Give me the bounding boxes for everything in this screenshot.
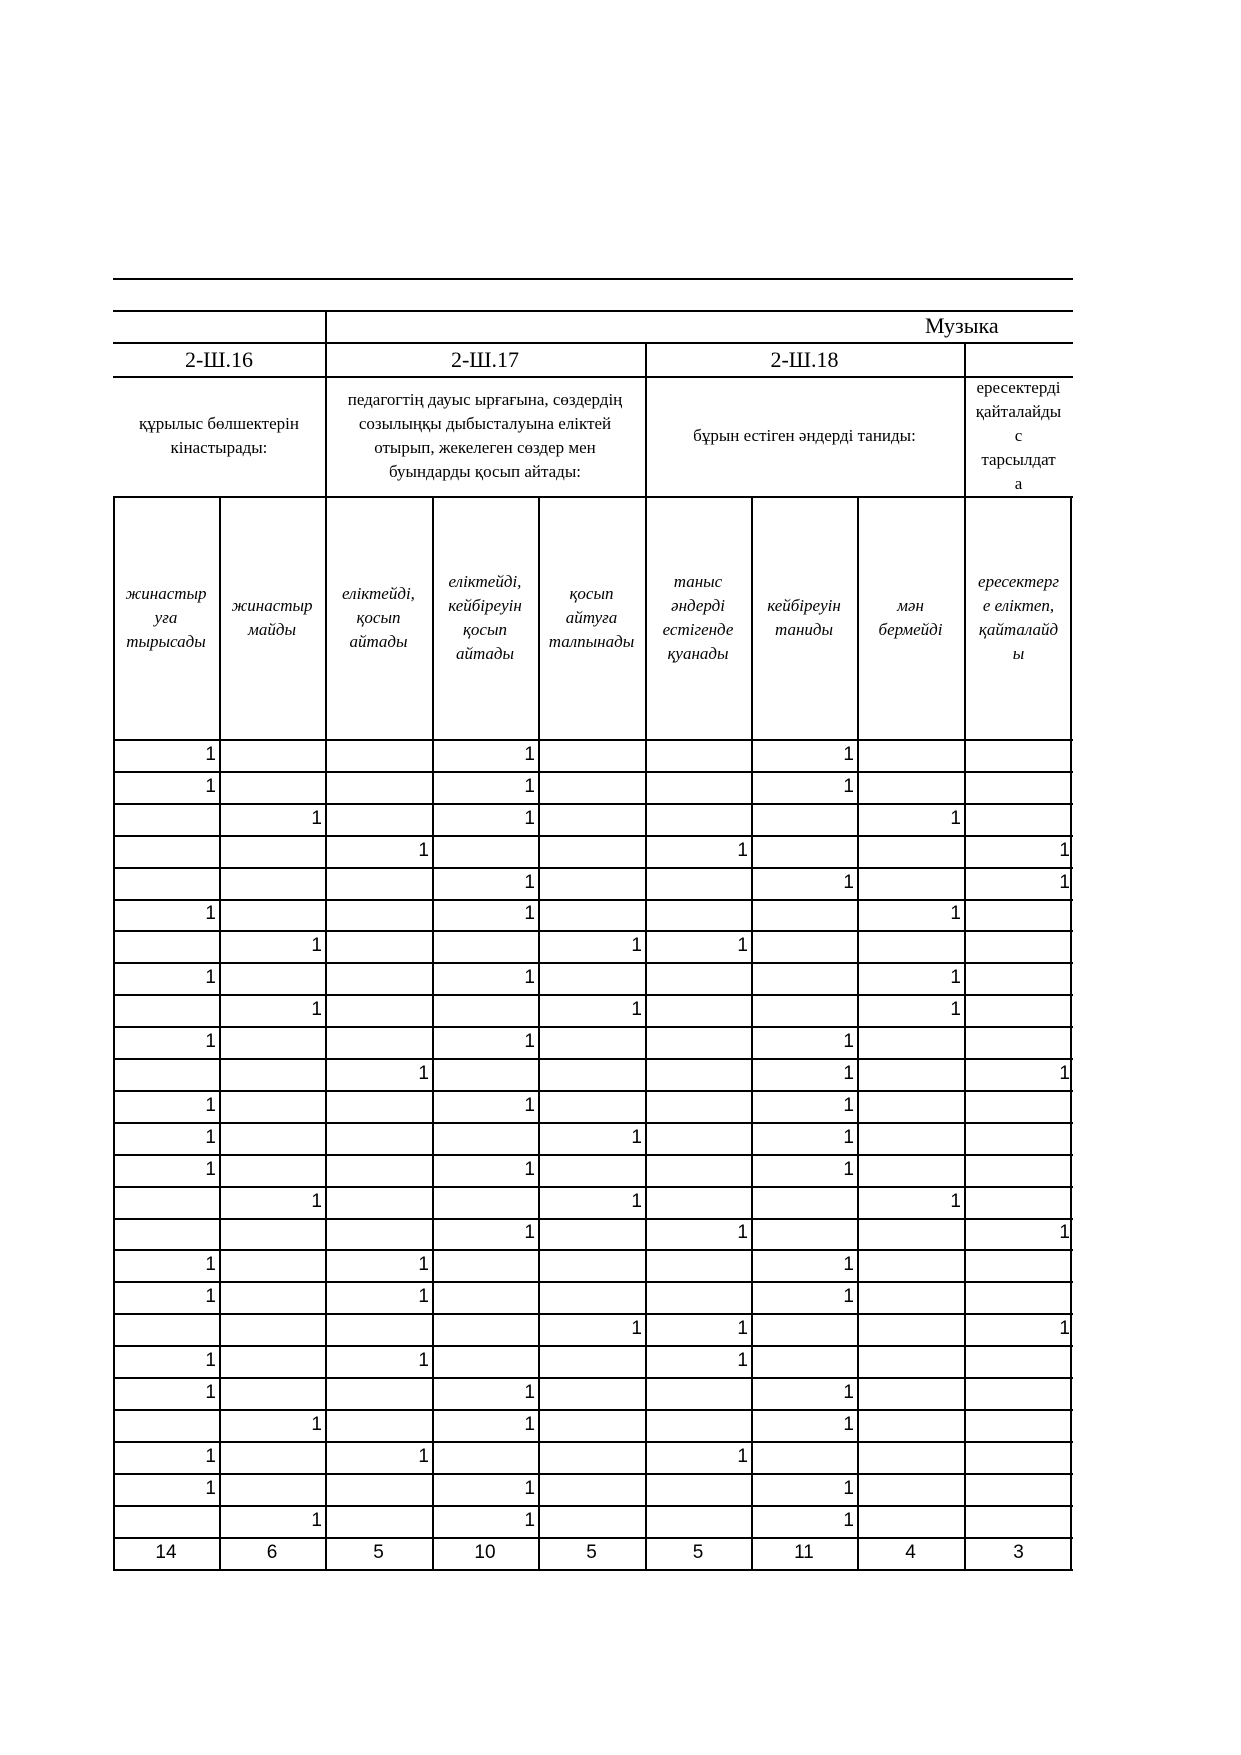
table-cell: 1 [524,1158,535,1180]
table-cell [538,739,645,771]
table-cell: 1 [631,999,642,1021]
table-cell [325,1186,432,1218]
table-cell: 1 [737,1445,748,1467]
table-cell [857,930,964,962]
table-cell: 1 [205,967,216,989]
table-cell [432,1345,538,1377]
table-cell [538,867,645,899]
table-cell [857,1122,964,1154]
table-cell [538,1345,645,1377]
table-cell [645,1026,751,1058]
table-cell [645,1473,751,1505]
table-cell [645,1281,751,1313]
table-cell [219,1249,325,1281]
table-cell [219,962,325,994]
table-cell: 1 [737,839,748,861]
table-cell [751,899,857,931]
table-cell [538,1281,645,1313]
table-cell: 1 [205,1286,216,1308]
table-cell [857,1313,964,1345]
table-cell [645,1186,751,1218]
table-cell: 1 [843,1158,854,1180]
table-cell: 1 [1059,1222,1070,1244]
table-cell [538,1409,645,1441]
group-code: 2-Ш.17 [450,347,520,372]
column-divider [432,496,434,1569]
table-cell: 1 [418,1062,429,1084]
table-cell [964,1122,1073,1154]
total-cell: 5 [586,1541,597,1563]
table-cell [325,1122,432,1154]
table-cell: 1 [843,1381,854,1403]
section-title: Музыка [925,313,999,338]
table-cell: 1 [311,999,322,1021]
table-cell [857,1090,964,1122]
table-cell: 1 [843,775,854,797]
table-cell: 1 [205,1445,216,1467]
table-cell [645,1505,751,1537]
table-cell [964,1441,1073,1473]
table-cell: 1 [205,743,216,765]
table-cell: 1 [631,935,642,957]
table-cell [645,1122,751,1154]
table-cell [751,930,857,962]
table-cell [964,1345,1073,1377]
table-cell: 1 [205,775,216,797]
table-cell [538,962,645,994]
table-cell [325,1505,432,1537]
table-cell [645,1377,751,1409]
table-cell: 1 [950,1190,961,1212]
table-cell [645,1249,751,1281]
column-subheader: кейбіреуін таниды [767,595,841,639]
table-cell: 1 [418,1445,429,1467]
group-code: 2-Ш.18 [770,347,839,372]
table-cell [538,1026,645,1058]
table-cell [325,930,432,962]
table-cell [857,1473,964,1505]
table-cell: 1 [950,903,961,925]
table-cell [219,1058,325,1090]
table-cell: 1 [418,1350,429,1372]
table-cell [538,1090,645,1122]
left-border [113,496,115,1569]
table-cell: 1 [843,743,854,765]
table-cell [219,1154,325,1186]
table-cell [645,867,751,899]
table-cell [964,1505,1073,1537]
table-cell [645,803,751,835]
table-cell: 1 [524,1031,535,1053]
column-divider [538,496,540,1569]
group-divider [645,344,647,496]
table-cell: 1 [737,935,748,957]
table-cell: 1 [950,999,961,1021]
table-cell: 1 [631,1190,642,1212]
table-cell [964,930,1073,962]
table-cell [645,1154,751,1186]
table-cell [325,1409,432,1441]
table-cell [538,1473,645,1505]
table-cell [538,1154,645,1186]
table-cell: 1 [524,1381,535,1403]
table-cell [113,1186,219,1218]
table-cell [325,994,432,1026]
table-cell: 1 [524,903,535,925]
table-cell [325,771,432,803]
table-cell [645,739,751,771]
table-cell: 1 [843,1094,854,1116]
table-cell [964,1377,1073,1409]
column-divider [751,496,753,1569]
table-cell: 1 [843,1254,854,1276]
column-subheader: жинастыр майды [231,595,313,639]
table-cell: 1 [205,1350,216,1372]
table-cell: 1 [205,1031,216,1053]
group-divider [964,344,966,496]
group-divider [325,344,327,496]
table-cell [964,899,1073,931]
table-cell [645,1058,751,1090]
table-cell [857,1026,964,1058]
table-cell [432,994,538,1026]
column-subheader: таныс әндерді естігенде қуанады [662,571,734,663]
table-cell [219,1377,325,1409]
table-cell [751,1218,857,1250]
table-cell: 1 [311,1509,322,1531]
table-cell [113,994,219,1026]
table-cell [113,930,219,962]
table-cell [964,771,1073,803]
table-cell: 1 [524,1477,535,1499]
table-cell: 1 [205,1126,216,1148]
table-cell [113,1218,219,1250]
table-cell [219,1313,325,1345]
table-cell: 1 [524,967,535,989]
table-cell: 1 [631,1126,642,1148]
table-cell: 1 [205,1254,216,1276]
table-cell [219,1026,325,1058]
table-cell [432,1441,538,1473]
table-cell: 1 [1059,1062,1070,1084]
table-cell [751,1441,857,1473]
group-description: бұрын естіген әндерді таниды: [693,426,916,445]
table-cell [219,1441,325,1473]
table-cell [325,1377,432,1409]
table-cell [751,962,857,994]
table-cell: 1 [205,1094,216,1116]
table-cell [432,1313,538,1345]
table-cell [857,1409,964,1441]
table-cell: 1 [524,1509,535,1531]
table-cell [538,771,645,803]
table-cell: 1 [205,903,216,925]
table-cell: 1 [524,807,535,829]
table-cell: 1 [311,807,322,829]
right-border [1070,496,1072,1569]
table-cell: 1 [843,1413,854,1435]
group-description: құрылыс бөлшектерін кінастырады: [139,414,299,457]
table-cell [857,835,964,867]
table-cell [857,1154,964,1186]
table-cell: 1 [418,1254,429,1276]
column-subheader: ересектерг е еліктеп, қайталайд ы [978,571,1059,663]
table-cell [751,994,857,1026]
table-cell [538,835,645,867]
table-cell [113,1058,219,1090]
table-cell [857,1058,964,1090]
table-cell [432,930,538,962]
table-cell: 1 [311,1190,322,1212]
table-cell [538,1058,645,1090]
table-cell [219,771,325,803]
table-cell: 1 [418,1286,429,1308]
column-subheader: жинастыр уға тырысады [125,583,207,651]
table-cell: 1 [843,1477,854,1499]
table-cell [857,1345,964,1377]
table-cell [751,1345,857,1377]
table-cell [538,1249,645,1281]
total-cell: 14 [155,1541,177,1563]
top-rule [113,278,1073,280]
table-cell: 1 [631,1318,642,1340]
table-cell [113,1409,219,1441]
column-subheader: мән бермейді [878,595,943,639]
table-cell [432,835,538,867]
table-cell [325,1026,432,1058]
table-cell [538,1377,645,1409]
table-cell [538,1505,645,1537]
table-cell [645,1090,751,1122]
table-cell [645,771,751,803]
table-cell: 1 [524,1094,535,1116]
table-cell [964,962,1073,994]
table-cell: 1 [524,1413,535,1435]
table-cell [751,1186,857,1218]
table-cell [964,1473,1073,1505]
table-cell [538,899,645,931]
table-cell [857,1377,964,1409]
table-cell: 1 [524,871,535,893]
table-cell: 1 [205,1477,216,1499]
table-cell [325,1473,432,1505]
group-description: ересектерді қайталайды с тарсылдат а [975,378,1062,493]
table-cell [113,1313,219,1345]
table-cell [964,1090,1073,1122]
table-cell [219,739,325,771]
table-cell: 1 [524,743,535,765]
table-cell [432,1249,538,1281]
table-cell [857,1441,964,1473]
total-cell: 4 [905,1541,916,1563]
table-cell [325,1313,432,1345]
table-cell [857,739,964,771]
table-cell [219,867,325,899]
table-cell [964,1154,1073,1186]
table-cell [964,739,1073,771]
table-cell: 1 [418,839,429,861]
table-cell: 1 [311,935,322,957]
table-cell [113,835,219,867]
group-code: 2-Ш.16 [184,347,254,372]
table-cell [432,1058,538,1090]
column-subheader: еліктейді, кейбіреуін қосып айтады [448,571,522,663]
table-cell [964,1026,1073,1058]
table-cell: 1 [524,1222,535,1244]
group-description: педагогтің дауыс ырғағына, сөздердің созылыңқы дыбысталуына еліктей отырып, жекелеген сөздер мен буындарды қосып айтады: [347,390,623,481]
table-cell [538,1441,645,1473]
total-cell: 11 [794,1541,814,1563]
table-cell [645,994,751,1026]
table-cell: 1 [737,1222,748,1244]
table-cell [325,1218,432,1250]
table-cell [857,867,964,899]
table-cell [113,867,219,899]
column-divider [857,496,859,1569]
table-cell [751,835,857,867]
table-cell [219,835,325,867]
table-cell [325,962,432,994]
table-cell: 1 [950,967,961,989]
table-cell [432,1186,538,1218]
table-cell [113,1505,219,1537]
table-cell [964,803,1073,835]
table-cell [538,803,645,835]
column-subheader: қосып айтуға талпынады [548,583,635,651]
column-divider [325,496,327,1569]
table-cell [219,1122,325,1154]
table-cell: 1 [843,1509,854,1531]
table-cell [113,803,219,835]
table-cell: 1 [737,1318,748,1340]
table-cell [219,1473,325,1505]
table-cell: 1 [205,1158,216,1180]
table-cell [325,803,432,835]
total-cell: 6 [266,1541,278,1563]
table-cell: 1 [205,1381,216,1403]
table-cell: 1 [1059,1318,1070,1340]
table-cell [219,1218,325,1250]
column-divider [219,496,221,1569]
column-divider [964,496,966,1569]
total-cell: 10 [474,1541,496,1563]
table-cell [857,1218,964,1250]
table-cell [964,994,1073,1026]
table-cell [219,899,325,931]
table-cell [857,771,964,803]
column-subheader: еліктейді, қосып айтады [342,583,415,651]
table-cell: 1 [1059,839,1070,861]
table-cell [325,739,432,771]
table-cell [751,803,857,835]
table-cell [964,1409,1073,1441]
table-cell: 1 [843,871,854,893]
table-cell [432,1122,538,1154]
table-cell: 1 [843,1126,854,1148]
table-cell [325,899,432,931]
table-cell [219,1090,325,1122]
table-cell [432,1281,538,1313]
table-cell [857,1505,964,1537]
totals-rule [113,1569,1073,1571]
total-cell: 5 [373,1541,384,1563]
table-cell [325,867,432,899]
table-cell [857,1249,964,1281]
total-cell: 5 [692,1541,704,1563]
table-cell [219,1281,325,1313]
table-cell [964,1186,1073,1218]
table-cell: 1 [843,1062,854,1084]
table-cell: 1 [524,775,535,797]
total-cell: 3 [1013,1541,1024,1563]
table-cell: 1 [843,1286,854,1308]
column-divider [645,496,647,1569]
table-cell [645,1409,751,1441]
table-cell [645,899,751,931]
table-cell [645,962,751,994]
table-cell [219,1345,325,1377]
table-cell [538,1218,645,1250]
table-cell [964,1281,1073,1313]
table-cell: 1 [737,1350,748,1372]
table-cell [964,1249,1073,1281]
table-cell: 1 [950,807,961,829]
table-cell [325,1154,432,1186]
group-code [964,344,1073,376]
table-cell [751,1313,857,1345]
table-cell: 1 [843,1031,854,1053]
table-cell [325,1090,432,1122]
table-cell: 1 [1059,871,1070,893]
table-cell: 1 [311,1413,322,1435]
table-cell [857,1281,964,1313]
